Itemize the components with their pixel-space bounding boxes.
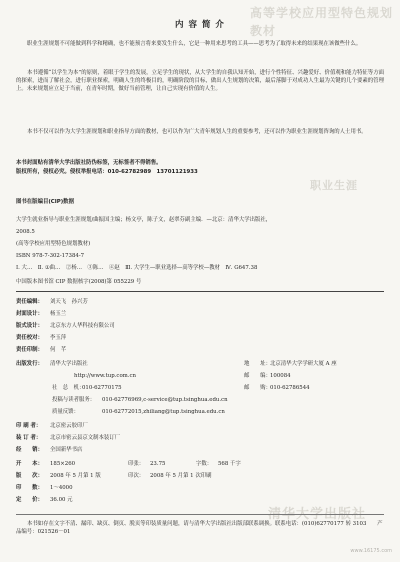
intro-paragraph-2: 本书遵循“以学生为本”的原则，着眼于学生的发展，立足学生的现状，从大学生的自我认知开始，进行个性特征、兴趣爱好、价值观和能力特征等方面的探索，进而了解社会，进行职业探索，明确人生的终极目的，明确阶段的目标，做出人生规划的决策，最后落脚于对成功人生最为关键的几个要素的管理上。未来规划应立足于当前，在青年时期，做好当前管理，让自己实现有价值的人生。 [16, 70, 384, 93]
cip-line-1: 大学生就业指导与职业生涯规划/曲振国主编；杨文亭，陈子文，赵翠芬副主编．—北京：清华大学出版社， [16, 217, 272, 223]
watermark-publisher: 清华大学出版社 [268, 507, 367, 522]
format-size: 开 本： 185×260 [16, 461, 76, 467]
edition: 版 次： 2008 年 5 月第 1 版 [16, 473, 101, 479]
credit-layout: 版式设计： 北京东方人华科技有限公司 [16, 323, 115, 329]
divider [16, 291, 384, 292]
cip-line-2: 2008.5 [16, 229, 35, 235]
publisher-address: 地 址：北京清华大学学研大厦 A 座 [244, 361, 337, 367]
source-watermark: www.16175.com [350, 548, 392, 554]
cip-line-3: (高等学校应用型特色规划教材) [16, 241, 91, 247]
credit-cover: 封面设计： 杨玉兰 [16, 311, 67, 317]
watermark-middle: 职业生涯 [310, 179, 358, 192]
publisher-quality: 质量反馈： 010-62772015,zhiliang@tup.tsinghua.edu.cn [52, 409, 225, 415]
publisher-mail-order: 邮 购：010-62786544 [244, 385, 310, 391]
credit-editor: 责任编辑： 刘天飞 孙兴芳 [16, 299, 88, 305]
cip-heading: 图书在版编目(CIP)数据 [16, 199, 74, 205]
cip-record: 中国版本图书馆 CIP 数据核字(2008)第 055229 号 [16, 279, 142, 285]
publisher-name: 出版发行： 清华大学出版社 [16, 361, 88, 367]
print-sheets: 印张： 23.75 [128, 461, 166, 467]
quality-notice: 本书如存在文字不清、漏印、缺页、倒页、脱页等印装质量问题，请与清华大学出版社出版部联系调换。联系电话：(010)62770177 转 3103 产品编号：021526－01 [16, 521, 383, 536]
watermark-series: 高等学校应用型特色规划教材 [250, 6, 394, 38]
printer: 印 刷 者： 北京密云胶印厂 [16, 423, 88, 429]
section-title: 内 容 简 介 [175, 20, 225, 30]
credit-proofreader: 责任校对： 李玉萍 [16, 335, 67, 341]
word-count: 字数： 568 千字 [196, 461, 241, 467]
print-quantity: 印 数： 1～4000 [16, 485, 73, 491]
cip-isbn: ISBN 978-7-302-17384-7 [16, 253, 85, 259]
publisher-zip: 邮 编：100084 [244, 373, 291, 379]
cip-classification: Ⅰ. 大… Ⅱ. ①曲… ②杨… ③陈… ④赵 Ⅲ. 大学生—职业选择—高等学校—教材 Ⅳ. G647.38 [16, 265, 258, 271]
publisher-service: 投稿与读者服务： 010-62776969,c-service@tup.tsinghua.edu.cn [52, 397, 228, 403]
anti-counterfeit-notice: 本书封面贴有清华大学出版社防伪标签，无标签者不得销售。 [16, 160, 162, 166]
printing-run: 印次： 2008 年 5 月第 1 次印刷 [128, 473, 212, 479]
intro-paragraph-1: 职业生涯规划不可能做到科学和精确，也不能预言将来要发生什么，它是一种用来思考的工具——思考为了取得未来的结果现在该做些什么。 [27, 41, 362, 47]
copyright-notice: 版权所有，侵权必究。侵权举报电话：010-62782989 13701121933 [16, 169, 198, 175]
price: 定 价： 36.00 元 [16, 497, 73, 503]
intro-paragraph-3: 本书不仅可以作为大学生涯规划和职业指导方面的教材，也可以作为广大青年规划人生的重要参考，还可以作为职业生涯规划咨询的人士用书。 [27, 129, 367, 135]
divider-bottom [16, 514, 384, 515]
credit-printing: 责任印制： 何 芊 [16, 347, 67, 353]
binder: 装 订 者： 北京市密云县京文制本装订厂 [16, 435, 121, 441]
publisher-switchboard: 社 总 机：010-62770175 [52, 385, 122, 391]
distributor: 经 销： 全国新华书店 [16, 447, 83, 453]
publisher-website: http://www.tup.com.cn [74, 373, 137, 379]
